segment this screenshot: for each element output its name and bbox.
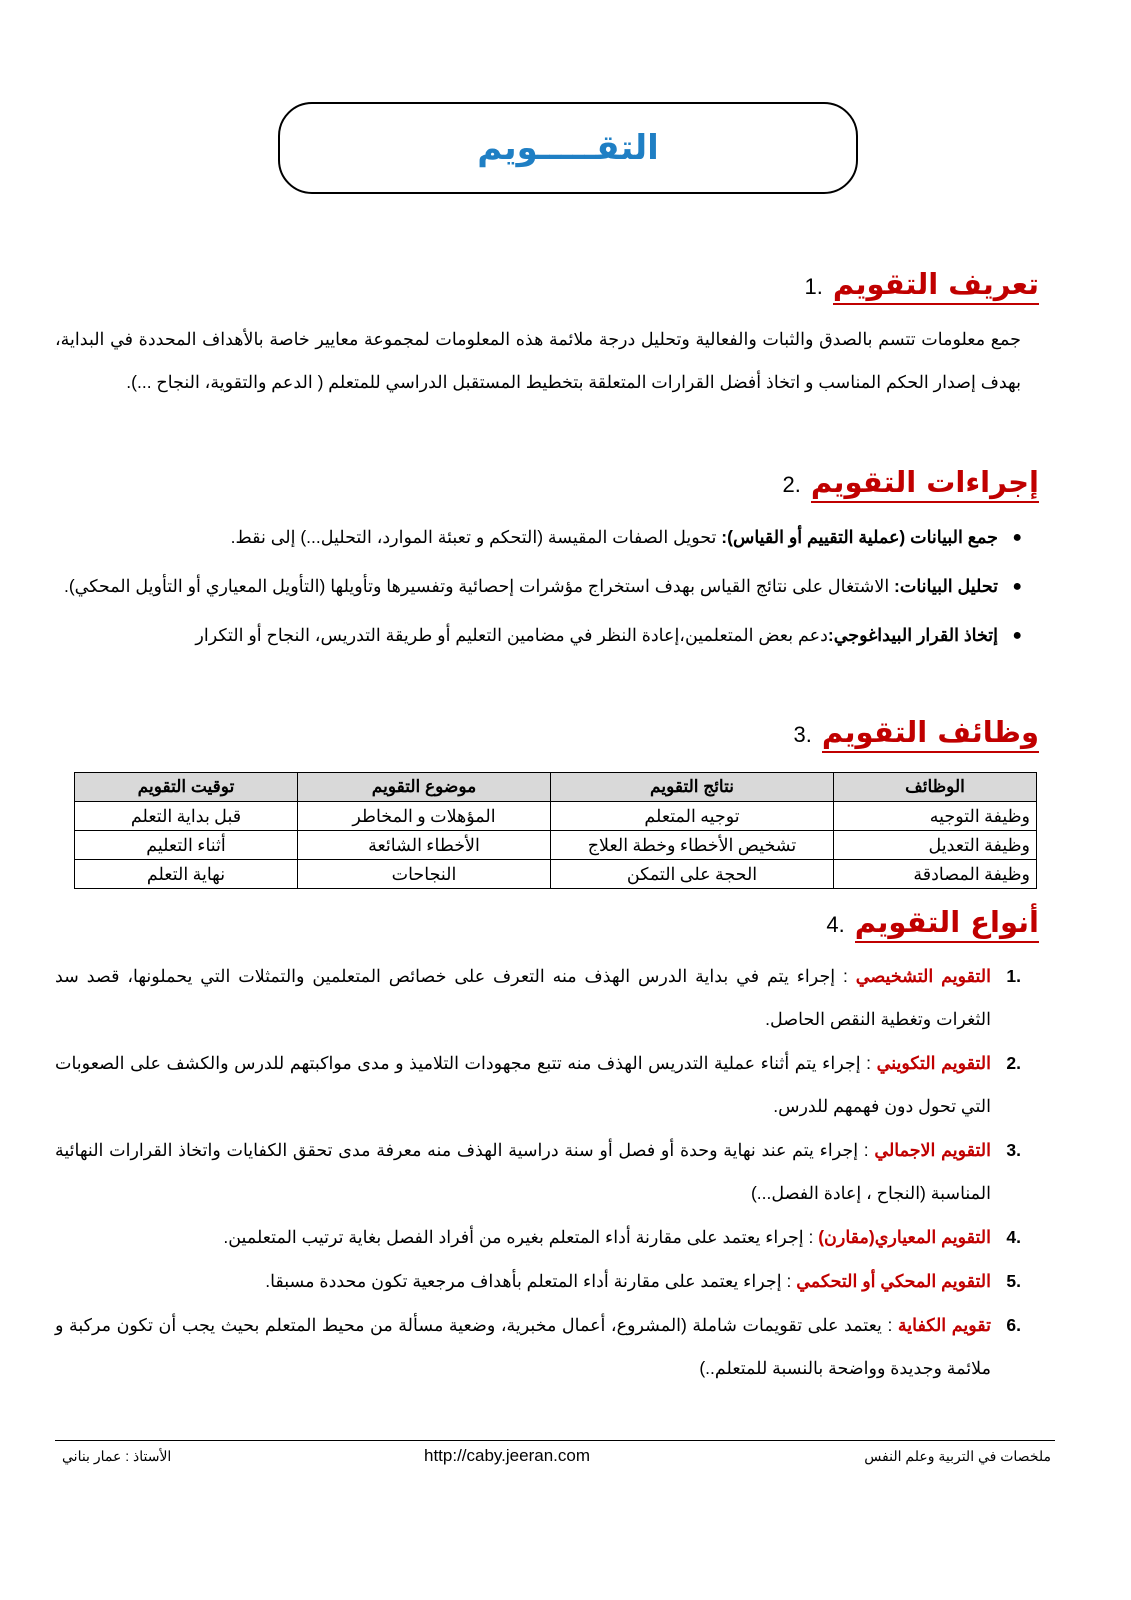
footer-author: الأستاذ : عمار بناني bbox=[62, 1448, 172, 1464]
item-number: .5 bbox=[1006, 1271, 1021, 1291]
type-term: التقويم المعياري(مقارن) bbox=[818, 1227, 991, 1247]
bullet-icon: ● bbox=[1012, 529, 1022, 546]
table-header-row bbox=[75, 773, 1037, 802]
list-item bbox=[55, 1129, 1021, 1215]
type-text: : يعتمد على تقويمات شاملة (المشروع، أعمال مخبرية، وضعية مسألة من محيط المتعلم بحيث يجب أن تكون مركبة و ملائمة وجديدة وواضحة بالنسبة للمتعلم..) bbox=[55, 1315, 991, 1378]
table-row bbox=[75, 860, 1037, 889]
procedure-term: إتخاذ القرار البيداغوجي: bbox=[827, 625, 998, 645]
list-item bbox=[55, 516, 1026, 559]
section-1-number: .1 bbox=[804, 274, 823, 299]
procedures-list bbox=[55, 516, 1026, 663]
section-1-title: تعريف التقويم bbox=[833, 268, 1039, 305]
section-2-heading bbox=[782, 466, 1039, 503]
table-cell: قبل بداية التعلم bbox=[75, 802, 298, 831]
procedure-text: تحويل الصفات المقيسة (التحكم و تعبئة الموارد، التحليل...) إلى نقط. bbox=[230, 527, 722, 547]
type-term: التقويم المحكي أو التحكمي bbox=[796, 1271, 991, 1291]
column-header: توقيت التقويم bbox=[75, 773, 298, 802]
table-row bbox=[75, 802, 1037, 831]
functions-table bbox=[74, 772, 1037, 889]
table-cell: الأخطاء الشائعة bbox=[298, 831, 551, 860]
item-number: .6 bbox=[1006, 1315, 1021, 1335]
type-text: : إجراء يتم عند نهاية وحدة أو فصل أو سنة دراسية الهذف منه معرفة مدى تحقق الكفايات واتخاذ القرارات النهائية المناسبة (النجاح ، إعادة الفصل...) bbox=[55, 1140, 991, 1203]
procedure-term: جمع البيانات (عملية التقييم أو القياس): bbox=[721, 527, 998, 547]
list-item bbox=[55, 614, 1026, 657]
list-item bbox=[55, 1304, 1021, 1390]
table-cell: الحجة على التمكن bbox=[551, 860, 834, 889]
table-cell: النجاحات bbox=[298, 860, 551, 889]
bullet-icon: ● bbox=[1012, 627, 1022, 644]
column-header: الوظائف bbox=[834, 773, 1037, 802]
item-number: .2 bbox=[1006, 1053, 1021, 1073]
types-list bbox=[55, 955, 1021, 1391]
definition-paragraph: جمع معلومات تتسم بالصدق والثبات والفعالية وتحليل درجة ملائمة هذه المعلومات لمجموعة معايير خاصة بالأهداف المحددة في البداية، بهدف إصدار الحكم المناسب و اتخاذ أفضل القرارات المتعلقة بتخطيط المستقبل الدراسي للمتعلم ( الدعم والتقوية، النجاح ...). bbox=[55, 329, 1021, 392]
table-cell: وظيفة التوجيه bbox=[834, 802, 1037, 831]
procedure-text: دعم بعض المتعلمين،إعادة النظر في مضامين التعليم أو طريقة التدريس، النجاح أو التكرار bbox=[195, 625, 828, 645]
table-row bbox=[75, 831, 1037, 860]
type-text: : إجراء يعتمد على مقارنة أداء المتعلم بأهداف مرجعية تكون محددة مسبقا. bbox=[265, 1271, 797, 1291]
column-header: نتائج التقويم bbox=[551, 773, 834, 802]
list-item bbox=[55, 565, 1026, 608]
section-2-title: إجراءات التقويم bbox=[811, 466, 1039, 503]
footer-course-title: ملخصات في التربية وعلم النفس bbox=[864, 1448, 1051, 1464]
table-cell: وظيفة التعديل bbox=[834, 831, 1037, 860]
type-text: : إجراء يتم أثناء عملية التدريس الهذف منه تتبع مجهودات التلاميذ و مدى مواكبتهم للدرس والكشف على الصعوبات التي تحول دون فهمهم للدرس. bbox=[55, 1053, 991, 1116]
section-4-number: .4 bbox=[826, 912, 845, 937]
list-item bbox=[55, 1042, 1021, 1128]
table-cell: المؤهلات و المخاطر bbox=[298, 802, 551, 831]
type-text: : إجراء يتم في بداية الدرس الهذف منه التعرف على خصائص المتعلمين والتمثلات التي يحملونها، قصد سد الثغرات وتغطية النقص الحاصل. bbox=[55, 966, 991, 1029]
item-number: .4 bbox=[1006, 1227, 1021, 1247]
bullet-icon: ● bbox=[1012, 578, 1022, 595]
item-number: .3 bbox=[1006, 1140, 1021, 1160]
section-3-title: وظائف التقويم bbox=[822, 716, 1039, 753]
table-cell: نهاية التعلم bbox=[75, 860, 298, 889]
section-4-title: أنواع التقويم bbox=[855, 906, 1039, 943]
type-text: : إجراء يعتمد على مقارنة أداء المتعلم بغيره من أفراد الفصل بغاية ترتيب المتعلمين. bbox=[223, 1227, 819, 1247]
section-3-heading bbox=[794, 716, 1039, 753]
footer-divider bbox=[55, 1440, 1055, 1441]
table-cell: تشخيص الأخطاء وخطة العلاج bbox=[551, 831, 834, 860]
column-header: موضوع التقويم bbox=[298, 773, 551, 802]
page-title: التقـــــويم bbox=[477, 128, 659, 168]
section-3-number: .3 bbox=[793, 722, 812, 747]
procedure-text: الاشتغال على نتائج القياس بهدف استخراج مؤشرات إحصائية وتفسيرها وتأويلها (التأويل المعياري أو التأويل المحكي). bbox=[63, 576, 895, 596]
section-2-number: .2 bbox=[782, 472, 801, 497]
type-term: التقويم التكويني bbox=[876, 1053, 991, 1073]
type-term: تقويم الكفاية bbox=[897, 1315, 991, 1335]
list-item bbox=[55, 1216, 1021, 1259]
type-term: التقويم الاجمالي bbox=[874, 1140, 991, 1160]
table-cell: توجيه المتعلم bbox=[551, 802, 834, 831]
list-item bbox=[55, 955, 1021, 1041]
type-term: التقويم التشخيصي bbox=[855, 966, 991, 986]
title-box bbox=[278, 102, 858, 194]
footer-url[interactable]: http://caby.jeeran.com bbox=[424, 1446, 590, 1465]
table-cell: أثناء التعليم bbox=[75, 831, 298, 860]
section-1-heading bbox=[804, 268, 1039, 305]
section-4-heading bbox=[826, 906, 1039, 943]
list-item bbox=[55, 1260, 1021, 1303]
table-cell: وظيفة المصادقة bbox=[834, 860, 1037, 889]
item-number: .1 bbox=[1006, 966, 1021, 986]
procedure-term: تحليل البيانات: bbox=[894, 576, 998, 596]
